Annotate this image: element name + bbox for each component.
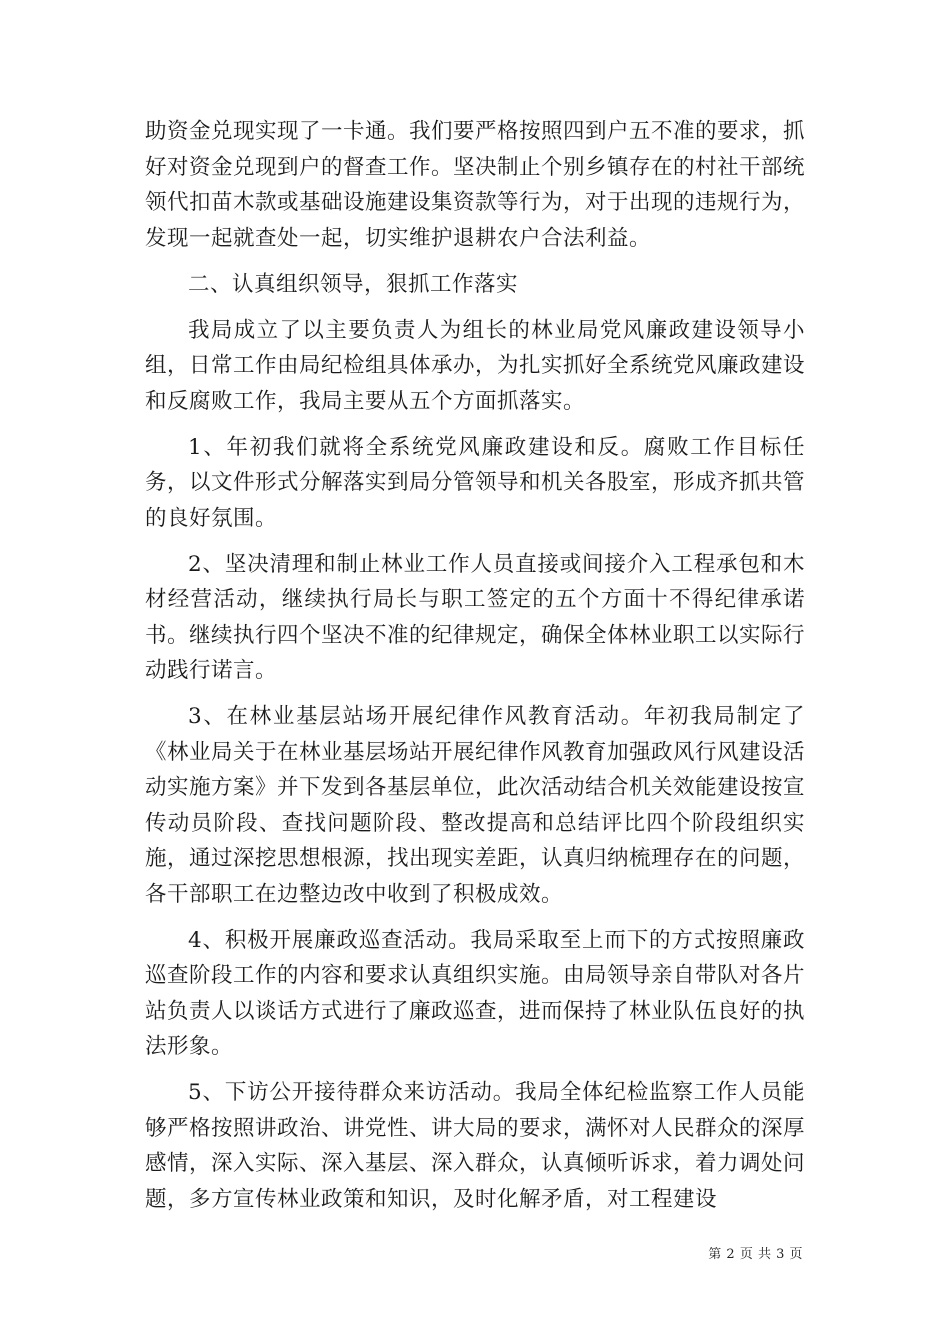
document-body <box>145 114 805 1217</box>
paragraph-item-4: 4、积极开展廉政巡查活动。我局采取至上而下的方式按照廉政巡查阶段工作的内容和要求认真组织实施。由局领导亲自带队对各片站负责人以谈话方式进行了廉政巡查，进而保持了林业队伍良好的执法形象。 <box>145 927 806 1059</box>
page-number-footer: 第 2 页 共 3 页 <box>708 1247 803 1262</box>
paragraph-item-2: 2、坚决清理和制止林业工作人员直接或间接介入工程承包和木材经营活动，继续执行局长与职工签定的五个方面十不得纪律承诺书。继续执行四个坚决不准的纪律规定，确保全体林业职工以实际行动践行诺言。 <box>145 551 806 683</box>
paragraph-item-5: 5、下访公开接待群众来访活动。我局全体纪检监察工作人员能够严格按照讲政治、讲党性、讲大局的要求，满怀对人民群众的深厚感情，深入实际、深入基层、深入群众，认真倾听诉求，着力调处问题，多方宣传林业政策和知识，及时化解矛盾，对工程建设 <box>145 1080 806 1212</box>
section-heading: 二、认真组织领导，狠抓工作落实 <box>188 271 519 297</box>
paragraph-item-3: 3、在林业基层站场开展纪律作风教育活动。年初我局制定了《林业局关于在林业基层场站开展纪律作风教育加强政风行风建设活动实施方案》并下发到各基层单位，此次活动结合机关效能建设按宣传动员阶段、查找问题阶段、整改提高和总结评比四个阶段组织实施，通过深挖思想根源，找出现实差距，认真归纳梳理存在的问题，各干部职工在边整边改中收到了积极成效。 <box>145 704 806 907</box>
paragraph-intro: 我局成立了以主要负责人为组长的林业局党风廉政建设领导小组，日常工作由局纪检组具体承办，为扎实抓好全系统党风廉政建设和反腐败工作，我局主要从五个方面抓落实。 <box>145 317 806 414</box>
paragraph-item-1: 1、年初我们就将全系统党风廉政建设和反。腐败工作目标任务，以文件形式分解落实到局分管领导和机关各股室，形成齐抓共管的良好氛围。 <box>145 434 806 531</box>
paragraph-continuation: 助资金兑现实现了一卡通。我们要严格按照四到户五不准的要求，抓好对资金兑现到户的督查工作。坚决制止个别乡镇存在的村社干部统领代扣苗木款或基础设施建设集资款等行为，对于出现的违规行为，发现一起就查处一起，切实维护退耕农户合法利益。 <box>145 119 806 251</box>
